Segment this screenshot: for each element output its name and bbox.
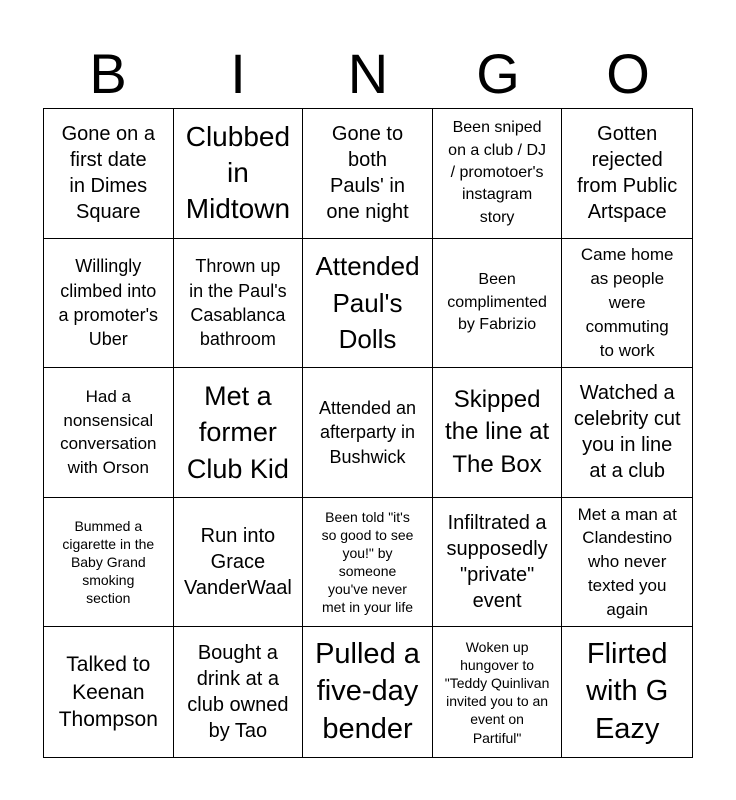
bingo-cell[interactable] [44,627,174,757]
bingo-cell[interactable] [433,109,563,239]
bingo-cell-text: Willingly climbed into a promoter's Uber [58,256,159,350]
bingo-cell[interactable] [44,498,174,628]
bingo-cell-text: Gone to both Pauls' in one night [326,123,409,224]
header-letter-i: I [230,42,246,105]
bingo-cell-text: Had a nonsensical conversation with Orson [60,386,157,478]
bingo-cell[interactable] [174,239,304,369]
bingo-cell[interactable] [433,627,563,757]
bingo-cell[interactable] [562,239,692,369]
bingo-cell-text: Thrown up in the Paul's Casablanca bathroom [189,256,287,350]
bingo-cell-text: Infiltrated a supposedly "private" event [446,512,548,613]
bingo-grid [43,108,693,758]
bingo-cell-text: Met a man at Clandestino who never texted you again [577,504,677,619]
bingo-cell-text: Bought a drink at a club owned by Tao [187,642,289,743]
bingo-cell[interactable] [433,498,563,628]
bingo-cell-text: Gotten rejected from Public Artspace [577,123,678,224]
bingo-header [43,40,693,108]
bingo-cell-text: Watched a celebrity cut you in line at a club [573,382,681,483]
bingo-cell-text: Been told "it's so good to see you!" by someone you've never met in your life [321,508,414,616]
bingo-cell[interactable] [174,498,304,628]
bingo-cell-text: Skipped the line at The Box [445,385,550,478]
bingo-cell-text: Gone on a first date in Dimes Square [61,123,155,224]
bingo-cell[interactable] [44,109,174,239]
bingo-cell[interactable] [44,239,174,369]
bingo-cell-text: Pulled a five-day bender [315,637,420,746]
bingo-cell[interactable] [433,368,563,498]
bingo-cell-text: Woken up hungover to "Teddy Quinlivan invited you to an event on Partiful" [444,638,550,746]
bingo-cell-text: Came home as people were commuting to work [580,245,674,360]
bingo-cell[interactable] [303,239,433,369]
bingo-cell-text: Been sniped on a club / DJ / promotoer's instagram story [448,119,546,226]
bingo-cell[interactable] [562,498,692,628]
bingo-cell-text: Run into Grace VanderWaal [183,525,292,600]
bingo-cell[interactable] [303,109,433,239]
bingo-cell[interactable] [303,368,433,498]
bingo-cell[interactable] [562,627,692,757]
bingo-cell[interactable] [174,627,304,757]
bingo-cell[interactable] [303,498,433,628]
bingo-cell-text: Attended Paul's Dolls [315,251,420,355]
bingo-cell-text: Bummed a cigarette in the Baby Grand smoking section [62,517,155,607]
header-letter-b: B [89,42,127,105]
bingo-cell[interactable] [174,368,304,498]
header-letter-o: O [606,42,650,105]
bingo-cell[interactable] [44,368,174,498]
bingo-cell-text: Met a former Club Kid [186,380,289,484]
header-letter-g: G [476,42,520,105]
bingo-cell-text: Been complimented by Fabrizio [447,271,547,334]
bingo-cell[interactable] [433,239,563,369]
bingo-cell-text: Talked to Keenan Thompson [58,653,158,731]
bingo-cell[interactable] [562,109,692,239]
bingo-cell-text: Clubbed in Midtown [185,120,291,225]
bingo-cell[interactable] [562,368,692,498]
bingo-cell-text: Attended an afterparty in Bushwick [318,398,417,467]
bingo-cell[interactable] [174,109,304,239]
bingo-cell-text: Flirted with G Eazy [586,637,669,746]
header-letter-n: N [347,42,389,105]
bingo-cell[interactable] [303,627,433,757]
